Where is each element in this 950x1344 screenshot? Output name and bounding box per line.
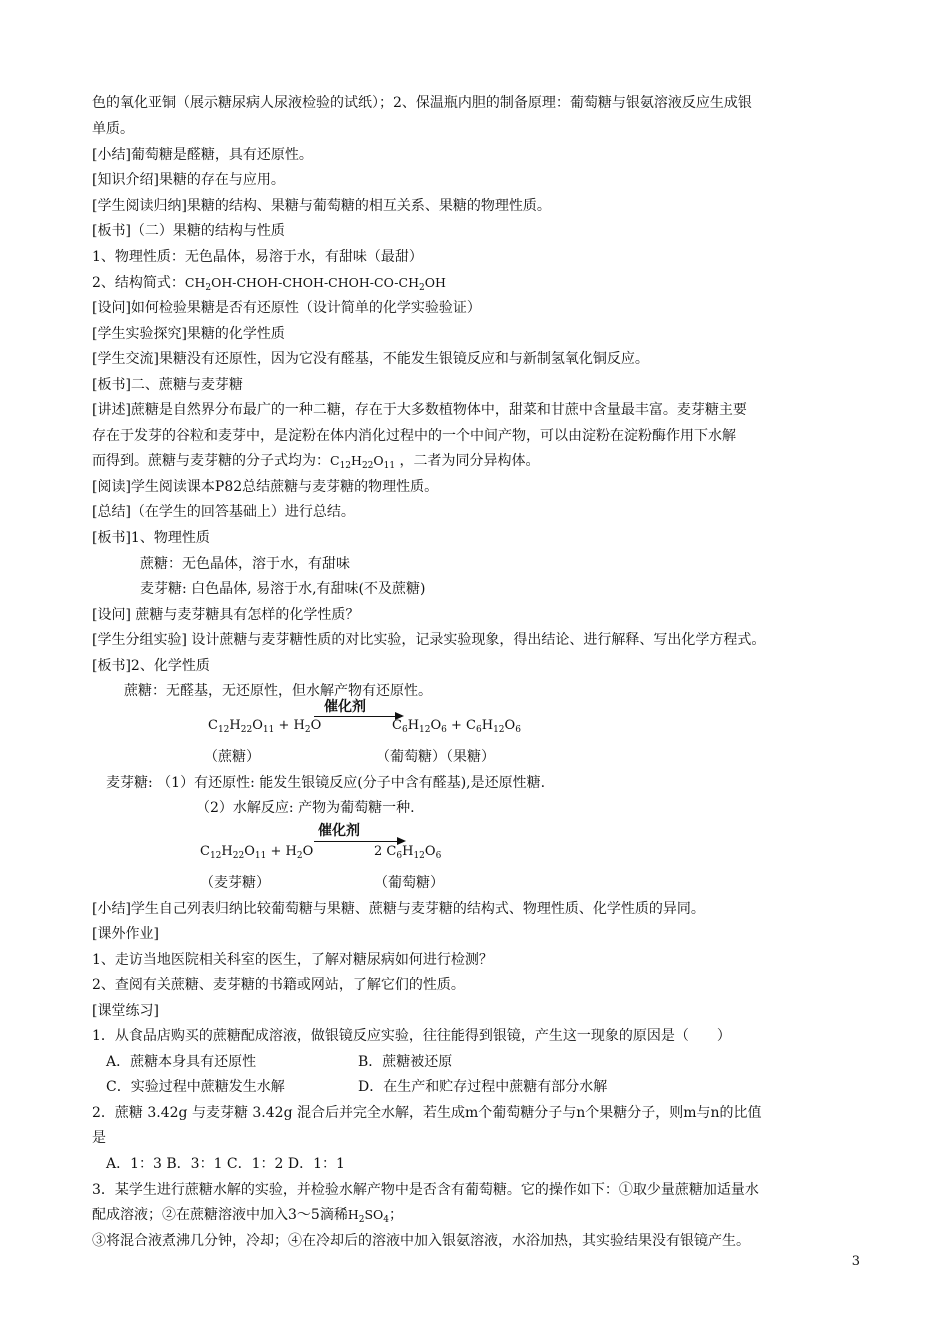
text-line: （2）水解反应: 产物为葡萄糖一种. — [196, 800, 415, 816]
compound-name: （麦芽糖） — [200, 875, 270, 891]
text-line: [板书]二、蔗糖与麦芽糖 — [92, 377, 243, 393]
text-line: [知识介绍]果糖的存在与应用。 — [92, 172, 285, 188]
text-line: [总结]（在学生的回答基础上）进行总结。 — [92, 504, 355, 520]
reaction-arrow — [314, 841, 404, 842]
sucrose-formula: $C_{12}H_{22}O_{11}$ — [330, 453, 396, 471]
text-line: [课外作业] — [92, 926, 159, 942]
text-line: 1、物理性质：无色晶体，易溶于水，有甜味（最甜） — [92, 249, 423, 265]
text-line: 色的氧化亚铜（展示糖尿病人尿液检验的试纸）；2、保温瓶内胆的制备原理：葡萄糖与银氨溶液反应生成银 — [92, 95, 752, 111]
text-line: [小结]学生自己列表归纳比较葡萄糖与果糖、蔗糖与麦芽糖的结构式、物理性质、化学性质的异同。 — [92, 901, 705, 917]
compound-name: （葡萄糖） — [374, 875, 444, 891]
text-line: [讲述]蔗糖是自然界分布最广的一种二糖，存在于大多数植物体中，甜菜和甘蔗中含量最丰富。麦芽糖主要 — [92, 402, 747, 418]
text-line: [设问]如何检验果糖是否有还原性（设计简单的化学实验验证） — [92, 300, 481, 316]
formula-line: 而得到。蔗糖与麦芽糖的分子式均为：$C_{12}H_{22}O_{11}$ ，二者为同分异构体。 — [92, 453, 540, 471]
compound-name: （蔗糖） — [204, 749, 260, 765]
option-a: A．蔗糖本身具有还原性 — [106, 1054, 257, 1070]
text-line: 蔗糖：无醛基，无还原性，但水解产物有还原性。 — [124, 683, 432, 699]
text-line: 2、查阅有关蔗糖、麦芽糖的书籍或网站，了解它们的性质。 — [92, 977, 465, 993]
question-2: 2．蔗糖 3.42g 与麦芽糖 3.42g 混合后并完全水解，若生成m个葡萄糖分子与n个果糖分子，则m与n的比值 — [92, 1105, 762, 1121]
formula-line: 配成溶液；②在蔗糖溶液中加入3～5滴稀$H_2SO_4$； — [92, 1207, 404, 1225]
structural-formula: $CH_2OH-CHOH-CHOH-CHOH-CO-CH_2OH$ — [184, 275, 446, 293]
text-line: 单质。 — [92, 121, 134, 137]
text-line: 麦芽糖: 白色晶体, 易溶于水,有甜味(不及蔗糖) — [140, 581, 426, 597]
reaction-arrow — [314, 716, 402, 717]
text-line: 是 — [92, 1130, 106, 1146]
compound-name: （葡萄糖）（果糖） — [376, 749, 495, 765]
text-line: 蔗糖：无色晶体，溶于水，有甜味 — [140, 556, 350, 572]
option-c: C．实验过程中蔗糖发生水解 — [106, 1079, 285, 1095]
question-3: 3．某学生进行蔗糖水解的实验，并检验水解产物中是否含有葡萄糖。它的操作如下：①取少量蔗糖加适量水 — [92, 1182, 759, 1198]
catalyst-label: 催化剂 — [318, 823, 360, 839]
equation-left: $C_{12}H_{22}O_{11} + H_2O$ — [200, 844, 314, 861]
text-line: [板书]1、物理性质 — [92, 530, 210, 546]
text-line: [学生阅读归纳]果糖的结构、果糖与葡萄糖的相互关系、果糖的物理性质。 — [92, 198, 551, 214]
text-line: 存在于发芽的谷粒和麦芽中，是淀粉在体内消化过程中的一个中间产物，可以由淀粉在淀粉酶作用下水解 — [92, 428, 736, 444]
text-line: 麦芽糖: （1）有还原性: 能发生银镜反应(分子中含有醛基),是还原性糖. — [106, 775, 546, 791]
text-line: ③将混合液煮沸几分钟，冷却；④在冷却后的溶液中加入银氨溶液，水浴加热，其实验结果没有银镜产生。 — [92, 1233, 750, 1249]
text-line: [阅读]学生阅读课本P82总结蔗糖与麦芽糖的物理性质。 — [92, 479, 439, 495]
page-number: 3 — [851, 1254, 860, 1269]
equation-right: $C_6H_{12}O_6 + C_6H_{12}O_6$ — [392, 718, 521, 735]
structure-label: 2、结构简式： — [92, 275, 185, 291]
structure-line — [92, 274, 446, 297]
question-1: 1．从食品店购买的蔗糖配成溶液，做银镜反应实验，往往能得到银镜，产生这一现象的原因是（ ） — [92, 1028, 731, 1044]
text-line: [设问] 蔗糖与麦芽糖具有怎样的化学性质？ — [92, 607, 360, 623]
option-d: D．在生产和贮存过程中蔗糖有部分水解 — [358, 1079, 608, 1095]
option-b: B．蔗糖被还原 — [358, 1054, 453, 1070]
question-2-options: A．1：3 B．3：1 C．1：2 D．1：1 — [106, 1156, 345, 1172]
equation-right: 2 $C_6H_{12}O_6$ — [374, 844, 442, 861]
text-line: [学生交流]果糖没有还原性，因为它没有醛基，不能发生银镜反应和与新制氢氧化铜反应。 — [92, 351, 649, 367]
text-line: [课堂练习] — [92, 1003, 159, 1019]
text-line: [学生实验探究]果糖的化学性质 — [92, 326, 285, 342]
text-line: 1、走访当地医院相关科室的医生，了解对糖尿病如何进行检测？ — [92, 952, 493, 968]
text-line: [学生分组实验] 设计蔗糖与麦芽糖性质的对比实验，记录实验现象，得出结论、进行解释、写出化学方程式。 — [92, 632, 766, 648]
sulfuric-acid-formula: $H_2SO_4$ — [347, 1207, 390, 1225]
text-line: [板书]2、化学性质 — [92, 658, 210, 674]
text-line: [板书]（二）果糖的结构与性质 — [92, 223, 285, 239]
catalyst-label: 催化剂 — [324, 699, 366, 715]
equation-left: $C_{12}H_{22}O_{11} + H_2O$ — [208, 718, 322, 735]
text-line: [小结]葡萄糖是醛糖，具有还原性。 — [92, 147, 313, 163]
